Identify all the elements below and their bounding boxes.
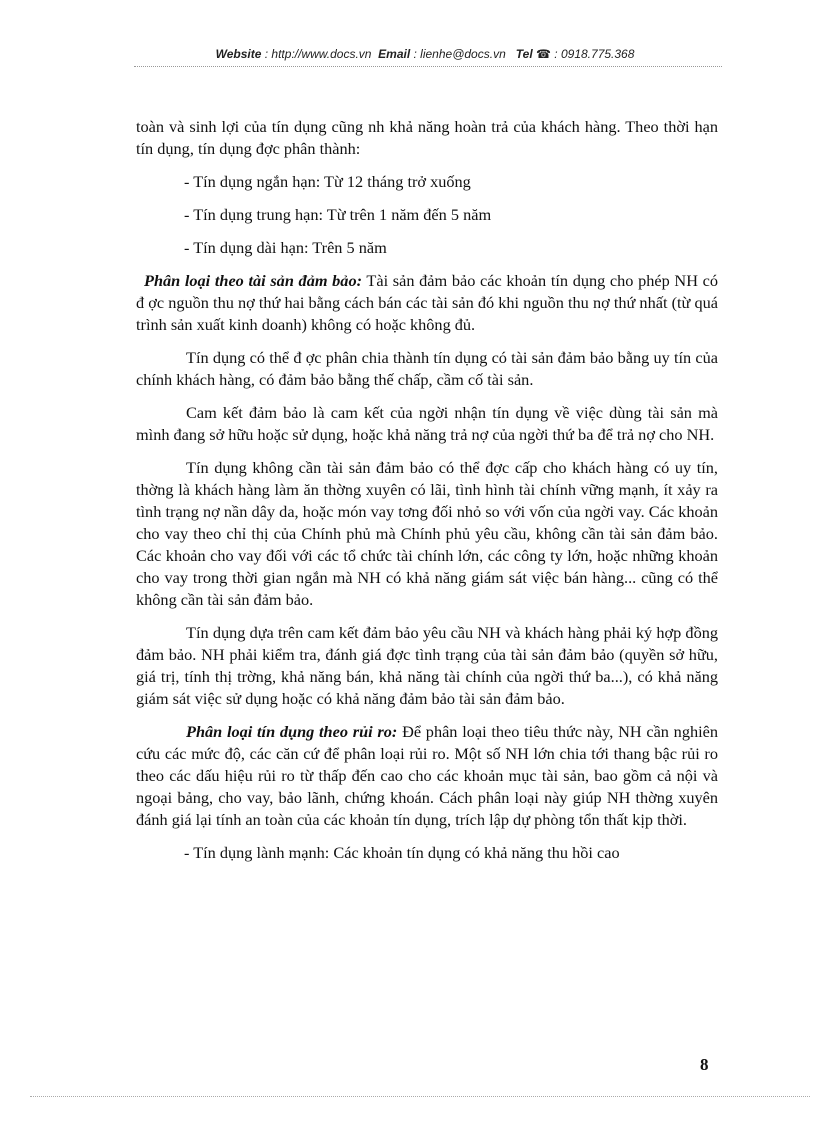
tel-label: Tel [515,47,533,61]
list-item: - Tín dụng ngắn hạn: Từ 12 tháng trở xuống [184,172,471,191]
list-item: - Tín dụng lành mạnh: Các khoản tín dụng có khả năng thu hồi cao [184,843,620,862]
paragraph-collateral: Phân loại theo tài sản đảm bảo: Tài sản đảm bảo các khoản tín dụng cho phép NH có đ ợc nguồn thu nợ thứ hai bằng cách bán các tài sản đó khi nguồn thu nợ thứ nhất (từ quá trình sản xuất kinh doanh) không có hoặc không đủ. [136,271,718,334]
paragraph-6: Tín dụng dựa trên cam kết đảm bảo yêu cầu NH và khách hàng phải ký hợp đồng đảm bảo. NH phải kiểm tra, đánh giá đợc tình trạng của tài sản đảm bảo (quyền sở hữu, giá trị, tính thị trờng, khả năng bán, khả năng tài chính của ngời thứ ba...), có khả năng giám sát việc sử dụng hoặc có khả năng đảm bảo tài sản đảm bảo. [136,623,718,708]
list-item: - Tín dụng trung hạn: Từ trên 1 năm đến 5 năm [184,205,492,224]
section-lead-collateral: Phân loại theo tài sản đảm bảo: [144,271,363,290]
section-lead-risk: Phân loại tín dụng theo rủi ro: [186,722,398,741]
page-header: Website : http://www.docs.vn Email : lienhe@docs.vn Tel ☎ : 0918.775.368 [215,47,635,61]
paragraph-1: toàn và sinh lợi của tín dụng cũng nh khả năng hoàn trả của khách hàng. Theo thời hạn tín dụng, tín dụng đợc phân thành: [136,117,718,158]
website-label: Website [215,47,262,61]
paragraph-5: Tín dụng không cần tài sản đảm bảo có thể đợc cấp cho khách hàng có uy tín, thờng là khách hàng làm ăn thờng xuyên có lãi, tình hình tài chính vững mạnh, ít xảy ra tình trạng nợ nần dây da, hoặc món vay tơng đối nhỏ so với vốn của ngời vay. Các khoản cho vay theo chỉ thị của Chính phủ mà Chính phủ yêu cầu, không cần tài sản đảm bảo. Các khoản cho vay đối với các tổ chức tài chính lớn, các công ty lớn, hoặc những khoản cho vay trong thời gian ngắn mà NH có khả năng giám sát việc bán hàng... cũng có thể không cần tài sản đảm bảo. [136,458,718,609]
footer-divider [30,1096,810,1097]
website-url: http://www.docs.vn [271,47,372,61]
list-item: - Tín dụng dài hạn: Trên 5 năm [184,238,387,257]
email-label: Email [378,47,411,61]
paragraph-4: Cam kết đảm bảo là cam kết của ngời nhận tín dụng về việc dùng tài sản mà mình đang sở hữu hoặc sử dụng, hoặc khả năng trả nợ của ngời thứ ba để trả nợ cho NH. [136,403,718,444]
document-body [136,116,718,875]
header-divider [134,66,722,67]
page-number: 8 [700,1055,709,1074]
paragraph-3: Tín dụng có thể đ ợc phân chia thành tín dụng có tài sản đảm bảo bằng uy tín của chính khách hàng, có đảm bảo bằng thế chấp, cầm cố tài sản. [136,348,718,389]
tel-number: 0918.775.368 [560,47,635,61]
email-address: lienhe@docs.vn [420,47,506,61]
phone-icon: ☎ [536,47,551,61]
paragraph-risk: Phân loại tín dụng theo rủi ro: Để phân loại theo tiêu thức này, NH cần nghiên cứu các mức độ, các căn cứ để phân loại rủi ro. Một số NH lớn chia tới thang bậc rủi ro theo các dấu hiệu rủi ro từ thấp đến cao cho các khoản mục tài sản, bao gồm cả nội và ngoại bảng, cho vay, bảo lãnh, chứng khoán. Cách phân loại này giúp NH thờng xuyên đánh giá lại tính an toàn của các khoản tín dụng, trích lập dự phòng tổn thất kịp thời. [136,722,718,829]
